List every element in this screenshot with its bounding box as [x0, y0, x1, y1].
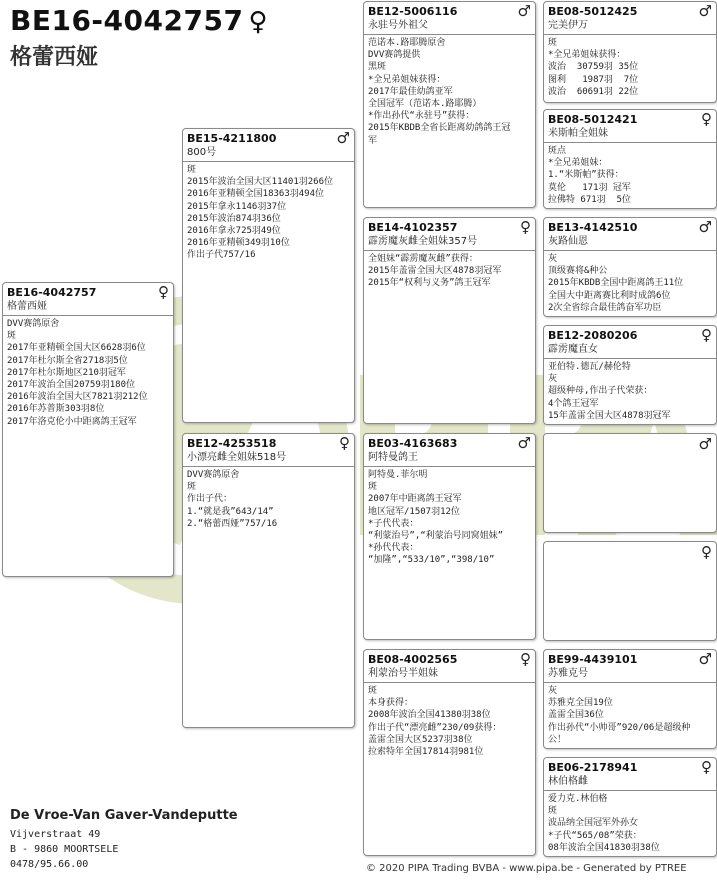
detail-line: 全姐妹“霹雳魔灰雌”获得： — [368, 254, 478, 264]
detail-line: *子代代表： — [368, 518, 419, 529]
detail-line: 盖雷全国大区5237羽38位 — [368, 734, 473, 745]
owner-info — [10, 808, 238, 872]
detail-line: *子代“565/08”荣获： — [548, 830, 642, 841]
detail-line: 2次全省综合最佳鸽奋军功臣 — [548, 302, 662, 313]
ring-number: BE08-5012425 — [548, 5, 638, 18]
detail-line: 2016年波治全国大区7821羽212位 — [7, 392, 148, 403]
pigeon-card-dam-sire[interactable] — [363, 433, 536, 640]
detail-line: 斑 — [187, 482, 197, 493]
pigeon-card-ddd[interactable] — [543, 757, 717, 857]
owner-name: De Vroe-Van Gaver-Vandeputte — [10, 808, 238, 823]
empty-card-female[interactable] — [543, 541, 717, 641]
pigeon-name: 灰路仙恩 — [544, 234, 716, 251]
female-icon: ♀ — [701, 758, 712, 776]
ring-number: BE08-5012421 — [548, 113, 638, 126]
pigeon-details — [544, 359, 716, 424]
detail-line: 黑斑 — [368, 62, 387, 73]
pigeon-name: 霹雳魔直女 — [544, 342, 716, 359]
title-header — [10, 4, 268, 37]
detail-line: 2008年波治全国41380羽38位 — [368, 710, 491, 721]
pigeon-details — [3, 316, 173, 430]
pigeon-card-sire[interactable] — [182, 128, 355, 423]
detail-line: 2.“格蕾西娅”757/16 — [187, 518, 278, 529]
pigeon-card-sdd[interactable] — [543, 325, 717, 425]
detail-line: 灰 — [548, 254, 558, 264]
pigeon-name: 永驻号外祖父 — [364, 18, 535, 35]
female-icon: ♀ — [701, 543, 712, 561]
male-icon: ♂ — [336, 129, 350, 147]
ring-number: BE12-5006116 — [368, 5, 458, 18]
main-pigeon-name: 格蕾西娅 — [10, 45, 99, 70]
owner-phone: 0478/95.66.00 — [10, 859, 89, 870]
female-icon: ♀ — [248, 7, 269, 37]
detail-line: 作出子代： — [187, 494, 233, 505]
detail-line: 2015年盖雷全国大区4878羽冠军 — [368, 266, 502, 277]
detail-line: 阿特曼.菲尔明 — [368, 470, 428, 480]
detail-line: 公！ — [548, 734, 567, 745]
detail-line: *作出孙代“永驻号”获得： — [368, 111, 475, 122]
detail-line: 作出子代757/16 — [187, 250, 256, 261]
detail-line: 2016年亚精顿349羽10位 — [187, 238, 290, 249]
detail-line: 作出子代“漂亮雌”230/09获得： — [368, 722, 502, 733]
detail-line: 2017年最佳幼鸽亚军 — [368, 86, 453, 97]
main-ring-number: BE16-4042757 — [10, 4, 244, 37]
ring-number: BE13-4142510 — [548, 221, 638, 234]
detail-line: 1.“就是我”643/14” — [187, 506, 274, 517]
detail-line: 斑 — [548, 38, 558, 48]
detail-line: 盖雷全国36位 — [548, 710, 604, 721]
detail-line: 灰 — [548, 374, 558, 385]
detail-line: 2017年杜尔斯全省2718羽5位 — [7, 355, 128, 366]
pigeon-name: 完美伊万 — [544, 18, 716, 35]
pigeon-card-sire-sire[interactable] — [363, 1, 536, 208]
male-icon: ♂ — [698, 435, 712, 453]
pigeon-card-dam[interactable] — [182, 433, 355, 728]
ring-number: BE08-4002565 — [368, 653, 458, 666]
ring-number: BE03-4163683 — [368, 437, 458, 450]
detail-line: 2016年亚精顿全国18363羽494位 — [187, 189, 325, 200]
detail-line: 全国大中距离赛比利时成鸽6位 — [548, 290, 671, 301]
detail-line: 莫伦 171羽 冠军 — [548, 182, 631, 193]
female-icon: ♀ — [520, 650, 531, 668]
detail-line: 2015年KBDB全国中距离鸽王11位 — [548, 278, 684, 289]
detail-line: 斑 — [368, 482, 378, 493]
ring-number: BE16-4042757 — [7, 286, 97, 299]
female-icon: ♀ — [701, 110, 712, 128]
detail-line: 15年盖雷全国大区4878羽冠军 — [548, 410, 671, 421]
pigeon-name: 利蒙治号半姐妹 — [364, 666, 535, 683]
detail-line: 2017年洛克伦小中距离鸽王冠军 — [7, 416, 137, 427]
pigeon-card-dam-dam[interactable] — [363, 649, 536, 856]
detail-line: 08年波治全国41830羽38位 — [548, 842, 660, 853]
detail-line: 苏雅克全国19位 — [548, 698, 613, 709]
detail-line: 2007年中距离鸽王冠军 — [368, 494, 462, 505]
pigeon-card-sire-dam[interactable] — [363, 217, 536, 424]
pigeon-details — [364, 35, 535, 149]
owner-street: Vijverstraat 49 — [10, 829, 101, 840]
detail-line: 图利 1987羽 7位 — [548, 74, 639, 85]
detail-line: 顶级赛将&种公 — [548, 266, 608, 277]
pigeon-details — [544, 791, 716, 856]
detail-line: 2015年KBDB全省长距离幼鸽鸽王冠 — [368, 123, 511, 134]
pigeon-card-sss[interactable] — [543, 1, 717, 103]
male-icon: ♂ — [698, 218, 712, 236]
detail-line: 2016年拿永725羽49位 — [187, 226, 281, 237]
detail-line: DVV赛鸽提供 — [368, 50, 421, 61]
pigeon-details — [544, 35, 716, 100]
detail-line: 超级种母,作出子代荣获： — [548, 386, 653, 397]
pigeon-card-subject[interactable] — [2, 282, 174, 577]
pigeon-details — [364, 467, 535, 569]
detail-line: 波治 60691羽 22位 — [548, 86, 639, 97]
ring-number: BE99-4439101 — [548, 653, 638, 666]
pigeon-details — [364, 683, 535, 760]
pigeon-name: 格蕾西娅 — [3, 299, 173, 316]
pigeon-details — [364, 251, 535, 292]
footer-copyright: © 2020 PIPA Trading BVBA - www.pipa.be - Generated by PTREE — [366, 863, 687, 874]
pigeon-name: 林伯格雌 — [544, 774, 716, 791]
pigeon-name: 苏雅克号 — [544, 666, 716, 683]
owner-city: B - 9860 MOORTSELE — [10, 844, 119, 855]
detail-line: 2016年苏普斯303羽8位 — [7, 404, 105, 415]
pigeon-details — [544, 683, 716, 748]
male-icon: ♂ — [698, 2, 712, 20]
pigeon-name: 米斯帕全姐妹 — [544, 126, 716, 143]
detail-line: 斑 — [7, 331, 17, 342]
detail-line: 2015年“权利与义务”鸽王冠军 — [368, 278, 491, 289]
detail-line: 2015年波治全国大区11401羽266位 — [187, 177, 334, 188]
pigeon-details — [544, 143, 716, 208]
detail-line: *全兄弟姐妹获得： — [548, 50, 626, 61]
pigeon-card-dds[interactable] — [543, 649, 717, 749]
detail-line: 波品纳全国冠军外孙女 — [548, 818, 639, 829]
detail-line: 亚伯特.德瓦/赫伦特 — [548, 362, 631, 372]
detail-line: 范诺本.路耶腾原舍 — [368, 38, 446, 48]
detail-line: 全国冠军（范诺本.路耶腾） — [368, 99, 482, 110]
female-icon: ♀ — [701, 326, 712, 344]
detail-line: 波治 30759羽 35位 — [548, 62, 639, 73]
female-icon: ♀ — [158, 283, 169, 301]
pigeon-card-ssd[interactable] — [543, 109, 717, 209]
detail-line: 爱力克.林伯格 — [548, 794, 608, 804]
detail-line: DVV赛鸽原舍 — [7, 319, 60, 329]
detail-line: *全兄弟姐妹： — [548, 158, 608, 169]
detail-line: “加隆”,“533/10”,“398/10” — [368, 555, 495, 566]
ring-number: BE12-4253518 — [187, 437, 277, 450]
detail-line: 4个鸽王冠军 — [548, 398, 599, 409]
detail-line: 1.“米斯帕”获得： — [548, 170, 624, 181]
detail-line: 2017年杜尔斯地区210羽冠军 — [7, 367, 126, 378]
detail-line: 军 — [368, 135, 378, 146]
pigeon-card-sds[interactable] — [543, 217, 717, 317]
pigeon-details — [183, 162, 354, 264]
female-icon: ♀ — [339, 434, 350, 452]
male-icon: ♂ — [698, 650, 712, 668]
detail-line: 拉佛特 671羽 5位 — [548, 194, 631, 205]
detail-line: 本身获得： — [368, 698, 414, 709]
detail-line: 2015年拿永1146羽37位 — [187, 201, 287, 212]
detail-line: 斑 — [187, 165, 197, 175]
detail-line: 作出孙代“小帅哥”920/06是超级种 — [548, 722, 691, 733]
male-icon: ♂ — [517, 2, 531, 20]
detail-line: 斑点 — [548, 146, 567, 156]
pigeon-name: 小漂亮雌全姐妹518号 — [183, 450, 354, 467]
detail-line: *孙代代表： — [368, 543, 419, 554]
ring-number: BE12-2080206 — [548, 329, 638, 342]
empty-card-male[interactable] — [543, 433, 717, 533]
pigeon-name: 800号 — [183, 145, 354, 162]
detail-line: 灰 — [548, 686, 558, 696]
pigeon-details — [544, 251, 716, 316]
detail-line: *全兄弟姐妹获得： — [368, 74, 446, 85]
pigeon-details — [183, 467, 354, 532]
male-icon: ♂ — [517, 434, 531, 452]
detail-line: 2015年波治874羽36位 — [187, 213, 281, 224]
detail-line: 斑 — [368, 686, 378, 696]
ring-number: BE06-2178941 — [548, 761, 638, 774]
female-icon: ♀ — [520, 218, 531, 236]
pigeon-name: 阿特曼鸽王 — [364, 450, 535, 467]
detail-line: DVV赛鸽原舍 — [187, 470, 240, 480]
detail-line: 2017年波治全国20759羽180位 — [7, 380, 136, 391]
detail-line: 拉索特年全国17814羽981位 — [368, 747, 484, 758]
ring-number: BE14-4102357 — [368, 221, 458, 234]
detail-line: “利蒙治号”,“利蒙治号同窝姐妹” — [368, 531, 504, 542]
detail-line: 斑 — [548, 806, 558, 817]
pigeon-name: 霹雳魔灰雌全姐妹357号 — [364, 234, 535, 251]
detail-line: 地区冠军/1507羽12位 — [368, 506, 460, 517]
ring-number: BE15-4211800 — [187, 132, 277, 145]
detail-line: 2017年亚精顿全国大区6628羽6位 — [7, 343, 146, 354]
